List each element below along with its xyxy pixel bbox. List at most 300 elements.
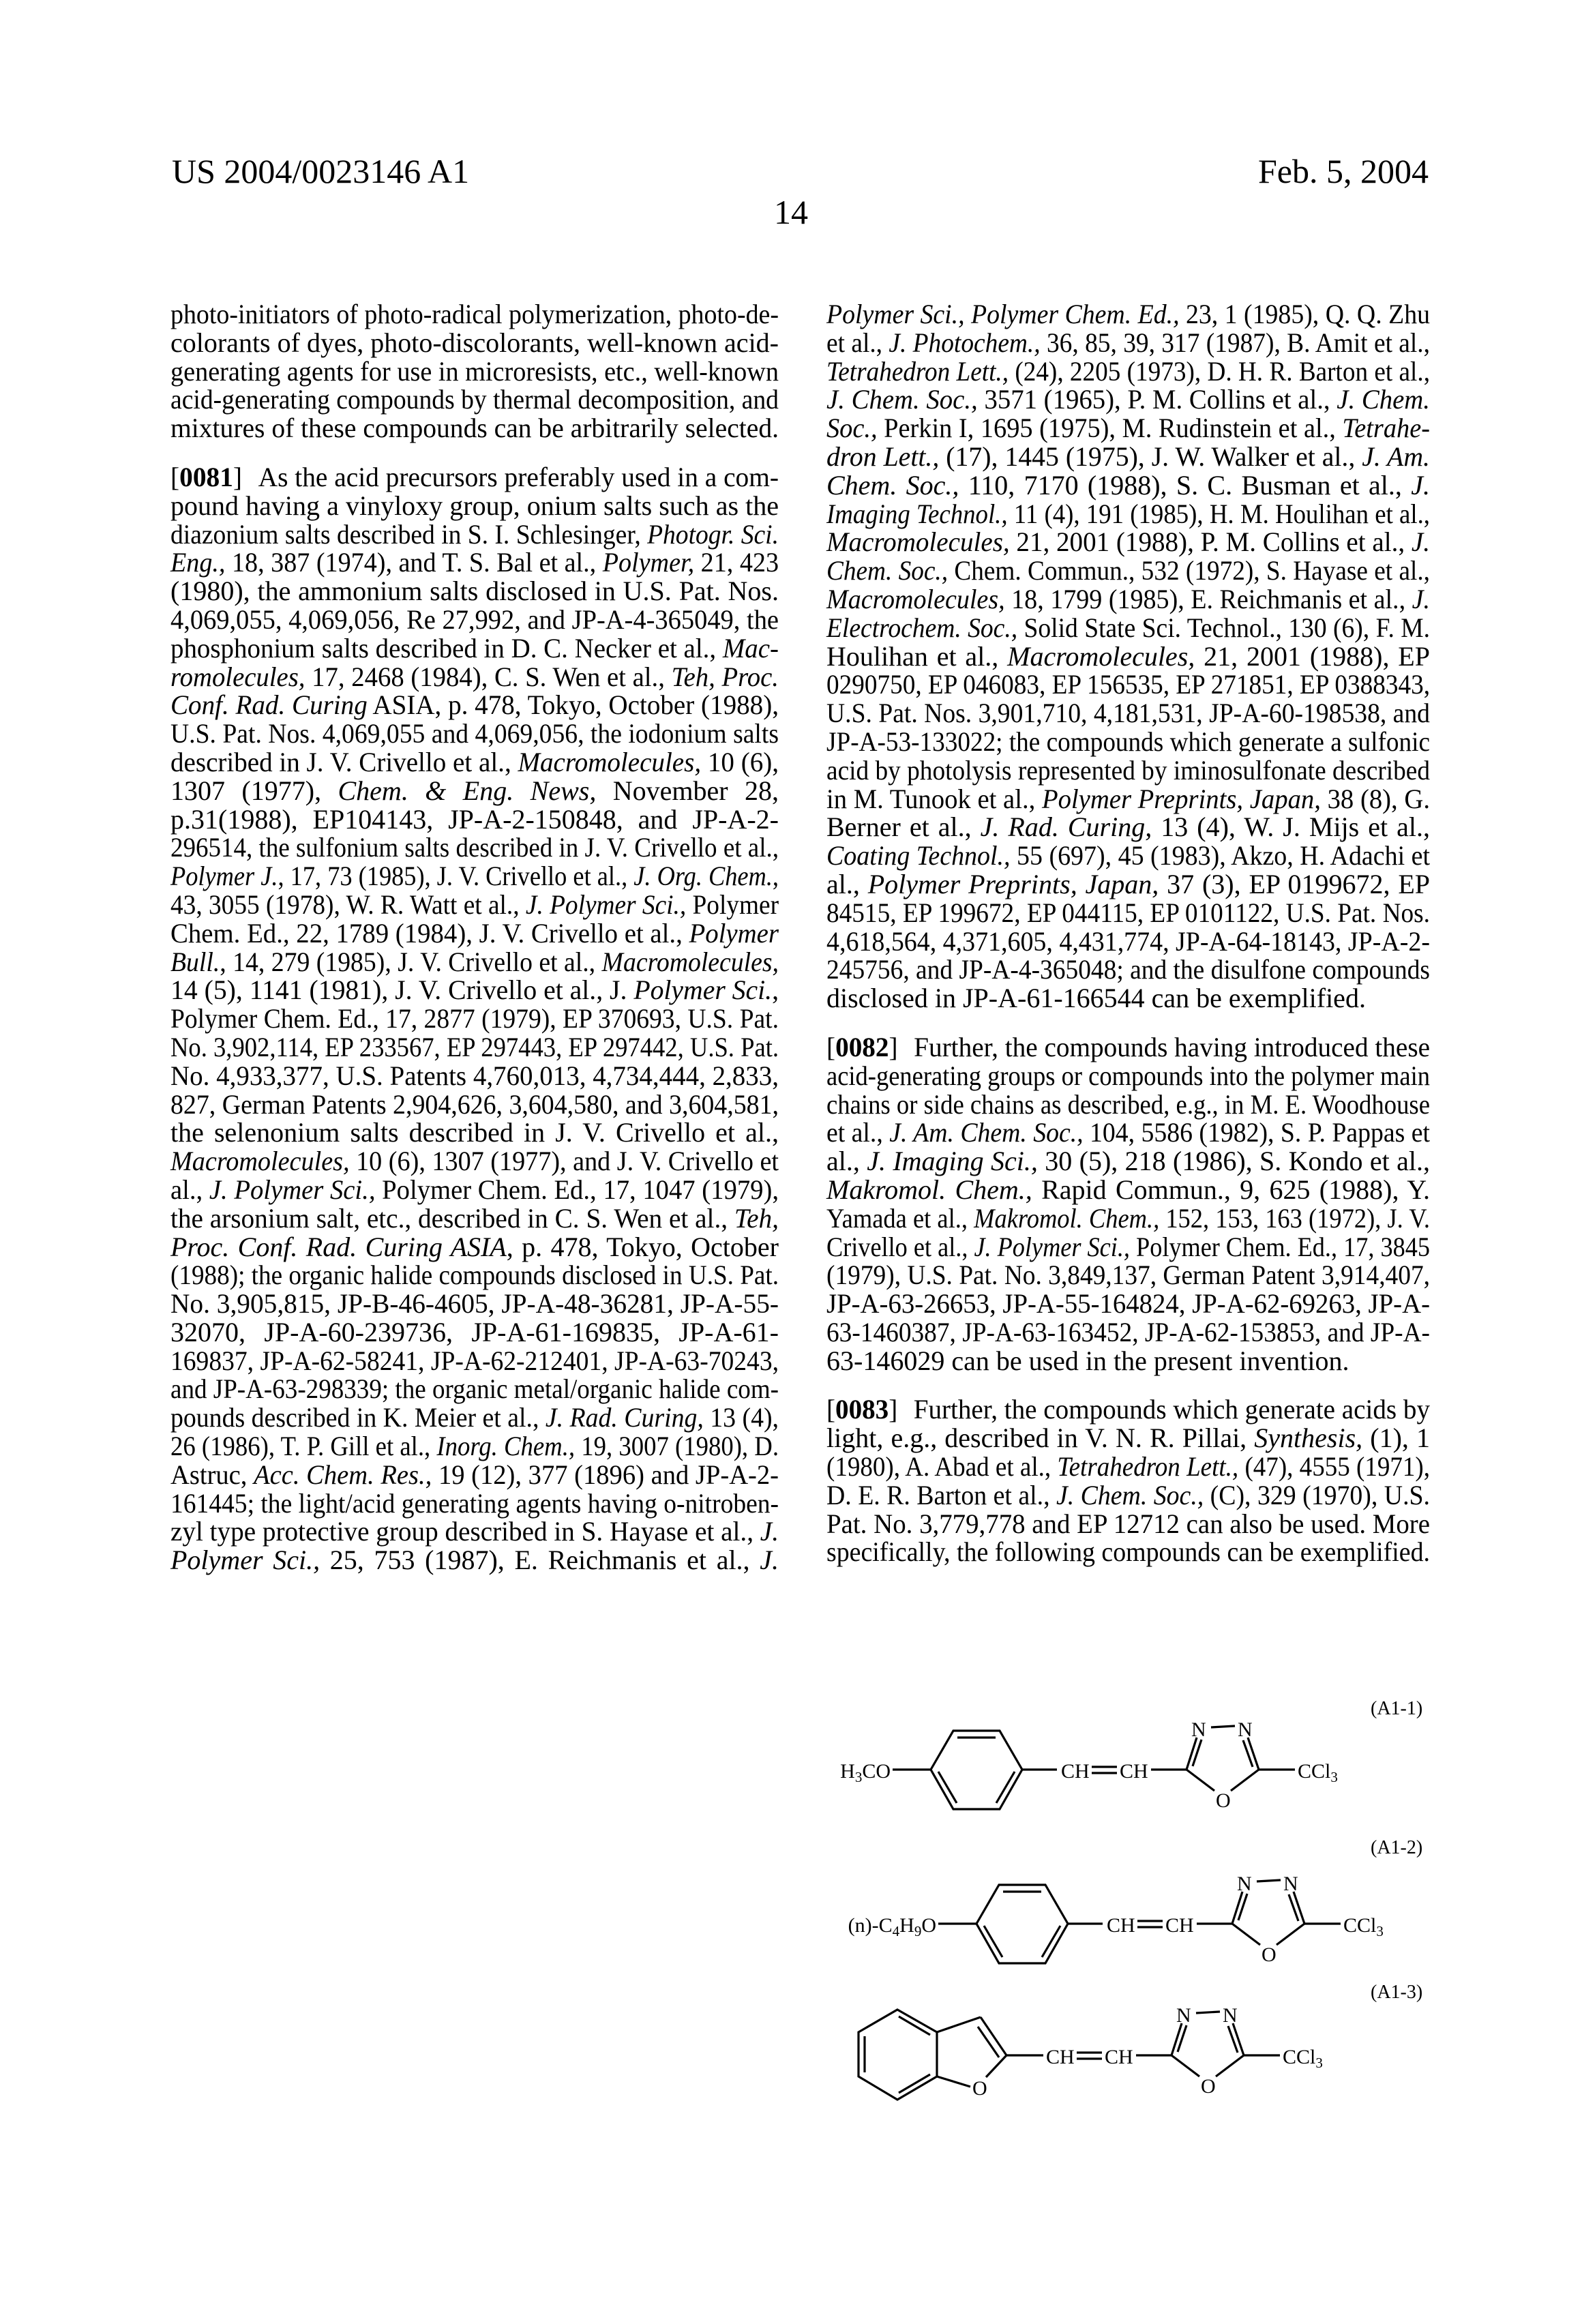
citation-italic: Polymer Preprints, Japan, bbox=[868, 869, 1159, 899]
text-run: et al., bbox=[826, 327, 889, 358]
citation-italic: Polymer Sci., Polymer Chem. Ed., bbox=[826, 299, 1180, 329]
citation-italic: Coating Technol., bbox=[826, 840, 1011, 871]
vinyl-ch: CH bbox=[1105, 2046, 1133, 2068]
text-run: Polymer Chem. Ed., 17, 3845 bbox=[1130, 1232, 1430, 1262]
nitrogen-atom: N bbox=[1238, 1718, 1253, 1741]
text-line bbox=[826, 813, 1430, 841]
text-line bbox=[170, 691, 779, 719]
text-line bbox=[826, 1204, 1430, 1233]
text-run: No. 3,905,815, JP-B-46-4605, JP-A-48-36281, JP-A-55- bbox=[170, 1288, 779, 1319]
text-run: , bbox=[772, 974, 779, 1005]
formula-text: H bbox=[840, 1760, 855, 1783]
text-run: Polymer Chem. Ed., 17, 2877 (1979), EP 370693, U.S. Pat. bbox=[170, 1003, 779, 1034]
formula-subscript: 9 bbox=[914, 1923, 922, 1939]
text-line bbox=[170, 357, 779, 386]
text-run: 25, 753 (1987), E. Reichmanis et al., bbox=[320, 1545, 760, 1575]
formula-text: O bbox=[921, 1914, 936, 1937]
text-run: Houlihan et al., bbox=[826, 641, 1007, 672]
text-line bbox=[170, 492, 779, 520]
text-line bbox=[826, 1233, 1430, 1262]
text-line bbox=[826, 329, 1430, 357]
paragraph-number: [ 0083 ] bbox=[826, 1394, 897, 1425]
citation-italic: Macromolecules, bbox=[518, 747, 701, 777]
text-run: the arsonium salt, etc., described in C. S. Wen et al., bbox=[170, 1203, 734, 1234]
styryl-oxadiazole-core bbox=[938, 1873, 1384, 1966]
text-line bbox=[826, 385, 1430, 414]
oxygen-atom: O bbox=[1262, 1943, 1277, 1966]
text-line bbox=[826, 357, 1430, 386]
citation-italic: J. Imaging Sci., bbox=[867, 1146, 1038, 1176]
text-run: photo-initiators of photo-radical polymerization, photo-de- bbox=[170, 299, 779, 329]
text-run: al., bbox=[170, 1174, 209, 1205]
citation-italic: J. Chem. Soc., bbox=[1056, 1480, 1204, 1510]
text-run: Berner et al., bbox=[826, 811, 981, 842]
text-line bbox=[170, 1347, 779, 1375]
vinyl-ch: CH bbox=[1120, 1760, 1148, 1783]
formula-subscript: 3 bbox=[1330, 1769, 1338, 1785]
text-run: , p. 478, Tokyo, October bbox=[507, 1232, 779, 1262]
text-run: acid-generating groups or compounds into the polymer main bbox=[826, 1060, 1430, 1091]
text-run: 63-1460387, JP-A-63-163452, JP-A-62-153853, and JP-A- bbox=[826, 1317, 1430, 1347]
vinyl-ch: CH bbox=[1061, 1760, 1090, 1783]
text-run: Yamada et al., bbox=[826, 1203, 974, 1234]
text-run: 32070, JP-A-60-239736, JP-A-61-169835, JP-A-61- bbox=[170, 1317, 779, 1347]
citation-italic: J. bbox=[760, 1516, 779, 1547]
text-line bbox=[170, 777, 779, 805]
formula-subscript: 4 bbox=[893, 1923, 900, 1939]
text-line bbox=[170, 862, 779, 891]
text-line bbox=[170, 833, 779, 862]
citation-italic: Chem. & Eng. News, bbox=[338, 775, 597, 806]
citation-italic: Tetrahedron Lett., bbox=[826, 356, 1009, 387]
citation-italic: J. Photochem., bbox=[889, 327, 1040, 358]
text-line bbox=[170, 1062, 779, 1090]
text-run: chains or side chains as described, e.g., in M. E. Woodhouse bbox=[826, 1089, 1430, 1120]
citation-italic: Soc., bbox=[826, 413, 878, 443]
trichloromethyl-group bbox=[1298, 1760, 1338, 1785]
text-run: 169837, JP-A-62-58241, JP-A-62-212401, JP-A-63-70243, bbox=[170, 1345, 779, 1376]
text-line bbox=[826, 1118, 1430, 1147]
citation-italic: J. Chem. bbox=[1337, 384, 1430, 415]
citation-italic: J. Am. bbox=[1362, 441, 1430, 472]
text-line bbox=[826, 585, 1430, 614]
text-run: 17, 2468 (1984), C. S. Wen et al., bbox=[305, 661, 671, 692]
text-run: JP-A-63-26653, JP-A-55-164824, JP-A-62-69263, JP-A- bbox=[826, 1288, 1430, 1319]
citation-italic: Macromolecules, bbox=[170, 1146, 350, 1176]
text-run: the selenonium salts described in J. V. Crivello et al., bbox=[170, 1117, 779, 1148]
text-line bbox=[826, 471, 1430, 500]
citation-italic: Bull. bbox=[170, 947, 220, 977]
text-run: 4,069,055, 4,069,056, Re 27,992, and JP-A-4-365049, the bbox=[170, 604, 779, 635]
text-run: 19 (12), 377 (1896) and JP-A-2- bbox=[432, 1459, 779, 1490]
text-run: specifically, the following compounds can be exemplified. bbox=[826, 1536, 1430, 1567]
text-run: (1988); the organic halide compounds disclosed in U.S. Pat. bbox=[170, 1260, 779, 1290]
text-run: al., bbox=[826, 869, 868, 899]
text-run: , bbox=[773, 861, 779, 891]
text-line bbox=[826, 955, 1430, 984]
substituent-formula bbox=[848, 1914, 936, 1939]
text-run: 10 (6), 1307 (1977), and J. V. Crivello et bbox=[350, 1146, 779, 1176]
text-run: 4,618,564, 4,371,605, 4,431,774, JP-A-64-18143, JP-A-2- bbox=[826, 926, 1430, 957]
citation-italic: J. Rad. Curing, bbox=[981, 811, 1152, 842]
citation-italic: Eng., bbox=[170, 547, 225, 578]
citation-italic: Makromol. Chem., bbox=[974, 1203, 1159, 1234]
text-run: Pat. No. 3,779,778 and EP 12712 can also be used. More bbox=[826, 1508, 1430, 1539]
text-line bbox=[170, 1517, 779, 1546]
text-run: in M. Tunook et al., bbox=[826, 784, 1042, 814]
citation-italic: Macromolecules, bbox=[826, 584, 1005, 614]
text-run: acid-generating compounds by thermal decomposition, and bbox=[170, 384, 779, 415]
nitrogen-atom: N bbox=[1191, 1718, 1206, 1741]
citation-italic: Tetrahedron Lett., bbox=[1057, 1451, 1238, 1482]
text-line bbox=[826, 443, 1430, 471]
text-run: Perkin I, 1695 (1975), M. Rudinstein et al., bbox=[878, 413, 1343, 443]
text-line bbox=[826, 1538, 1430, 1566]
text-line bbox=[170, 520, 779, 549]
text-run: 827, German Patents 2,904,626, 3,604,580, and 3,604,581, bbox=[170, 1089, 779, 1120]
text-line bbox=[170, 1432, 779, 1461]
citation-italic: dron Lett., bbox=[826, 441, 939, 472]
text-line bbox=[170, 919, 779, 948]
citation-italic: Teh, Proc. bbox=[672, 661, 779, 692]
text-run: zyl type protective group described in S. Hayase et al., bbox=[170, 1516, 760, 1547]
text-line bbox=[170, 1176, 779, 1204]
text-line bbox=[170, 1147, 779, 1176]
text-run: Astruc, bbox=[170, 1459, 254, 1490]
citation-italic: Chem. Soc., bbox=[826, 555, 948, 586]
text-run: 18, 1799 (1985), E. Reichmanis et al., bbox=[1005, 584, 1412, 614]
citation-italic: J. Chem. Soc., bbox=[826, 384, 978, 415]
text-run: Solid State Sci. Technol., 130 (6), F. M. bbox=[1017, 612, 1430, 643]
citation-italic: J. Am. Chem. Soc., bbox=[889, 1117, 1083, 1148]
text-run: 37 (3), EP 0199672, EP bbox=[1159, 869, 1430, 899]
citation-italic: J. bbox=[1411, 470, 1430, 501]
text-line bbox=[170, 1090, 779, 1119]
oxygen-atom: O bbox=[1216, 1789, 1231, 1812]
text-line bbox=[170, 1261, 779, 1290]
text-line bbox=[170, 1403, 779, 1432]
structure-label: (A1-3) bbox=[1371, 1982, 1422, 2003]
vinyl-ch: CH bbox=[1165, 1914, 1194, 1937]
structure-a1-2 bbox=[848, 1837, 1423, 1966]
text-run: 0290750, EP 046083, EP 156535, EP 271851, EP 0388343, bbox=[826, 669, 1430, 700]
structure-a1-1 bbox=[840, 1698, 1422, 1812]
nitrogen-atom: N bbox=[1283, 1873, 1298, 1895]
text-line bbox=[170, 1233, 779, 1262]
text-run: No. 4,933,377, U.S. Patents 4,760,013, 4,734,444, 2,833, bbox=[170, 1060, 779, 1091]
text-line bbox=[170, 385, 779, 414]
citation-italic: J. bbox=[1412, 584, 1430, 614]
text-run: 296514, the sulfonium salts described in J. V. Crivello et al., bbox=[170, 832, 779, 863]
text-line bbox=[170, 1118, 779, 1147]
text-run: diazonium salts described in S. I. Schlesinger, bbox=[170, 519, 647, 550]
text-run: 10 (6), bbox=[701, 747, 779, 777]
text-line bbox=[826, 642, 1430, 671]
text-line bbox=[826, 927, 1430, 956]
text-line bbox=[826, 528, 1430, 556]
text-run: 43, 3055 (1978), W. R. Watt et al., bbox=[170, 889, 526, 920]
text-line bbox=[826, 1090, 1430, 1119]
text-run: mixtures of these compounds can be arbitrarily selected. bbox=[170, 413, 779, 443]
text-line bbox=[826, 1452, 1430, 1481]
text-run: and JP-A-63-298339; the organic metal/organic halide com- bbox=[170, 1373, 779, 1404]
text-line bbox=[170, 805, 779, 834]
text-run: light, e.g., described in V. N. R. Pillai, bbox=[826, 1422, 1254, 1453]
citation-italic: J. bbox=[760, 1545, 779, 1575]
styryl-oxadiazole-core bbox=[1046, 2004, 1323, 2098]
text-run: As the acid precursors preferably used in a com- bbox=[258, 462, 779, 492]
citation-italic: Photogr. Sci. bbox=[647, 519, 779, 550]
citation-italic: Conf. Rad. Curing bbox=[170, 689, 368, 720]
text-run: Polymer bbox=[686, 889, 779, 920]
text-run: (1979), U.S. Pat. No. 3,849,137, German Patent 3,914,407, bbox=[826, 1260, 1430, 1290]
formula-subscript: 3 bbox=[855, 1769, 863, 1785]
text-run: (47), 4555 (1971), bbox=[1238, 1451, 1430, 1482]
text-run: (24), 2205 (1973), D. H. R. Barton et al., bbox=[1009, 356, 1430, 387]
text-line bbox=[826, 1290, 1430, 1318]
citation-italic: J. Rad. Curing, bbox=[546, 1402, 704, 1433]
text-run: 23, 1 (1985), Q. Q. Zhu bbox=[1180, 299, 1430, 329]
formula-text: (n)-C bbox=[848, 1914, 893, 1937]
paragraph bbox=[826, 300, 1430, 1013]
text-line bbox=[170, 1546, 779, 1575]
paragraph bbox=[826, 1395, 1430, 1566]
formula-text: CCl bbox=[1343, 1914, 1376, 1937]
citation-italic: Polymer Preprints, Japan, bbox=[1042, 784, 1321, 814]
text-line bbox=[170, 329, 779, 357]
text-run: 21, 2001 (1988), EP bbox=[1195, 641, 1430, 672]
text-run: Polymer Chem. Ed., 17, 1047 (1979), bbox=[376, 1174, 779, 1205]
structure-a1-3 bbox=[859, 1982, 1422, 2100]
citation-italic: Teh, bbox=[734, 1203, 779, 1234]
citation-italic: Macromolecules, bbox=[602, 947, 779, 977]
text-line bbox=[826, 1481, 1430, 1510]
text-line bbox=[826, 1176, 1430, 1204]
text-run: 38 (8), G. bbox=[1321, 784, 1430, 814]
text-line bbox=[826, 984, 1430, 1013]
text-line bbox=[170, 976, 779, 1004]
text-run: al., bbox=[826, 1146, 867, 1176]
text-line bbox=[170, 891, 779, 919]
paragraph-number: [ 0082 ] bbox=[826, 1032, 898, 1062]
citation-italic: Macromolecules, bbox=[826, 526, 1010, 557]
benzofuran-ring bbox=[859, 2010, 1043, 2100]
text-line bbox=[170, 663, 779, 691]
text-run: 104, 5586 (1982), S. P. Pappas et bbox=[1084, 1117, 1430, 1148]
text-column-left bbox=[170, 300, 779, 1595]
text-line bbox=[170, 1318, 779, 1347]
text-line bbox=[170, 1033, 779, 1062]
text-line bbox=[170, 1375, 779, 1403]
text-column-right bbox=[826, 300, 1430, 1587]
text-run: 110, 7170 (1988), S. C. Busman et al., bbox=[959, 470, 1411, 501]
text-run: Chem. Commun., 532 (1972), S. Hayase et al., bbox=[948, 555, 1430, 586]
text-run: , 17, 73 (1985), J. V. Crivello et al., bbox=[278, 861, 633, 891]
citation-italic: Macromolecules, bbox=[1007, 641, 1195, 672]
citation-italic: J. Org. Chem. bbox=[633, 861, 773, 891]
citation-italic: Polymer bbox=[689, 918, 779, 949]
text-run: , 14, 279 (1985), J. V. Crivello et al., bbox=[220, 947, 601, 977]
text-run: p.31(1988), EP104143, JP-A-2-150848, and JP-A-2- bbox=[170, 804, 779, 835]
text-run: 55 (697), 45 (1983), Akzo, H. Adachi et bbox=[1011, 840, 1430, 871]
text-line bbox=[826, 556, 1430, 585]
text-run: ASIA, p. 478, Tokyo, October (1988), bbox=[368, 689, 779, 720]
nitrogen-atom: N bbox=[1237, 1873, 1252, 1895]
text-run: 84515, EP 199672, EP 044115, EP 0101122, U.S. Pat. Nos. bbox=[826, 897, 1430, 928]
text-run: Rapid Commun., 9, 625 (1988), Y. bbox=[1032, 1174, 1430, 1205]
text-run: Further, the compounds which generate acids by bbox=[914, 1394, 1430, 1425]
text-line bbox=[170, 634, 779, 663]
text-run: disclosed in JP-A-61-166544 can be exemplified. bbox=[826, 983, 1366, 1013]
formula-subscript: 3 bbox=[1315, 2055, 1323, 2071]
text-run: 21, 423 bbox=[694, 547, 779, 578]
text-run: 11 (4), 191 (1985), H. M. Houlihan et al., bbox=[1008, 498, 1430, 529]
text-line bbox=[170, 719, 779, 748]
structure-label: (A1-1) bbox=[1371, 1698, 1422, 1719]
text-run: 3571 (1965), P. M. Collins et al., bbox=[978, 384, 1337, 415]
citation-italic: J. Polymer Sci., bbox=[209, 1174, 376, 1205]
text-line bbox=[826, 785, 1430, 814]
formula-text: CCl bbox=[1283, 2046, 1315, 2068]
text-run: 36, 85, 39, 317 (1987), B. Amit et al., bbox=[1041, 327, 1430, 358]
text-line bbox=[826, 1424, 1430, 1452]
text-run: 21, 2001 (1988), P. M. Collins et al., bbox=[1010, 526, 1412, 557]
page-number: 14 bbox=[0, 195, 1582, 229]
text-run: generating agents for use in microresists, etc., well-known bbox=[170, 356, 779, 387]
publication-number: US 2004/0023146 A1 bbox=[172, 154, 469, 188]
text-run: phosphonium salts described in D. C. Necker et al., bbox=[170, 633, 723, 664]
text-run: (1980), the ammonium salts disclosed in U.S. Pat. Nos. bbox=[170, 576, 779, 606]
text-line bbox=[826, 756, 1430, 785]
text-line bbox=[170, 606, 779, 634]
text-run: (1980), A. Abad et al., bbox=[826, 1451, 1057, 1482]
text-line bbox=[826, 1062, 1430, 1090]
text-line bbox=[826, 670, 1430, 699]
formula-text: H bbox=[899, 1914, 914, 1937]
text-line bbox=[826, 728, 1430, 756]
text-line bbox=[170, 414, 779, 443]
citation-italic: Inorg. Chem., bbox=[436, 1431, 575, 1461]
citation-italic: Polymer, bbox=[603, 547, 694, 578]
formula-subscript: 3 bbox=[1376, 1923, 1384, 1939]
text-line bbox=[826, 500, 1430, 528]
text-run: 161445; the light/acid generating agents having o-nitroben- bbox=[170, 1488, 779, 1519]
text-line bbox=[170, 300, 779, 329]
text-run: 14 (5), 1141 (1981), J. V. Crivello et al., J. bbox=[170, 974, 633, 1005]
text-line bbox=[826, 1261, 1430, 1290]
vinyl-ch: CH bbox=[1107, 1914, 1135, 1937]
text-line bbox=[826, 1318, 1430, 1347]
paragraph-number: [ 0081 ] bbox=[170, 462, 242, 492]
vinyl-ch: CH bbox=[1046, 2046, 1075, 2068]
citation-italic: Chem. Soc., bbox=[826, 470, 959, 501]
trichloromethyl-group bbox=[1343, 1914, 1384, 1939]
text-run: 1307 (1977), bbox=[170, 775, 338, 806]
citation-italic: Electrochem. Soc., bbox=[826, 612, 1017, 643]
text-line bbox=[170, 1204, 779, 1233]
text-run: 18, 387 (1974), and T. S. Bal et al., bbox=[225, 547, 602, 578]
text-line bbox=[170, 577, 779, 606]
nitrogen-atom: N bbox=[1223, 2004, 1238, 2027]
citation-italic: Mac- bbox=[723, 633, 779, 664]
text-line bbox=[826, 414, 1430, 443]
text-run: 63-146029 can be used in the present invention. bbox=[826, 1345, 1349, 1376]
text-line bbox=[826, 699, 1430, 728]
text-run: November 28, bbox=[596, 775, 779, 806]
citation-italic: Synthesis, bbox=[1254, 1422, 1362, 1453]
citation-italic: Tetrahe- bbox=[1342, 413, 1430, 443]
paragraph bbox=[170, 463, 779, 1575]
text-run: U.S. Pat. Nos. 4,069,055 and 4,069,056, the iodonium salts bbox=[170, 718, 779, 749]
text-run: 26 (1986), T. P. Gill et al., bbox=[170, 1431, 436, 1461]
text-run: colorants of dyes, photo-discolorants, well-known acid- bbox=[170, 327, 779, 358]
text-line bbox=[826, 899, 1430, 927]
trichloromethyl-group bbox=[1283, 2046, 1323, 2071]
text-line bbox=[826, 1395, 1430, 1424]
formula-text: CCl bbox=[1298, 1760, 1330, 1783]
text-line bbox=[826, 1347, 1430, 1375]
nitrogen-atom: N bbox=[1176, 2004, 1191, 2027]
text-line bbox=[170, 948, 779, 977]
text-line bbox=[826, 841, 1430, 870]
text-line bbox=[170, 1461, 779, 1489]
text-run: 13 (4), bbox=[704, 1402, 779, 1433]
substituent-formula bbox=[840, 1760, 891, 1785]
text-line bbox=[826, 614, 1430, 642]
text-line bbox=[170, 1290, 779, 1318]
text-run: 152, 153, 163 (1972), J. V. bbox=[1159, 1203, 1430, 1234]
text-line bbox=[826, 1147, 1430, 1176]
paragraph bbox=[826, 1033, 1430, 1375]
citation-italic: J. Polymer Sci., bbox=[974, 1232, 1130, 1262]
text-run: U.S. Pat. Nos. 3,901,710, 4,181,531, JP-A-60-198538, and bbox=[826, 698, 1430, 728]
text-line bbox=[826, 1510, 1430, 1538]
text-run: et al., bbox=[826, 1117, 889, 1148]
text-run: 13 (4), W. J. Mijs et al., bbox=[1152, 811, 1430, 842]
text-line bbox=[826, 1033, 1430, 1062]
text-run: Crivello et al., bbox=[826, 1232, 974, 1262]
citation-italic: romolecules, bbox=[170, 661, 305, 692]
citation-italic: Polymer J. bbox=[170, 861, 278, 891]
text-line bbox=[170, 548, 779, 577]
text-line bbox=[170, 1489, 779, 1518]
text-line bbox=[170, 463, 779, 492]
oxygen-atom: O bbox=[1201, 2075, 1216, 2098]
text-run: No. 3,902,114, EP 233567, EP 297443, EP 297442, U.S. Pat. bbox=[170, 1032, 779, 1062]
text-line bbox=[170, 748, 779, 777]
citation-italic: Polymer Sci., bbox=[170, 1545, 320, 1575]
citation-italic: Acc. Chem. Res., bbox=[254, 1459, 432, 1490]
text-run: 19, 3007 (1980), D. bbox=[575, 1431, 779, 1461]
text-run: acid by photolysis represented by iminosulfonate described bbox=[826, 755, 1430, 786]
text-run: (17), 1445 (1975), J. W. Walker et al., bbox=[939, 441, 1362, 472]
text-run: 30 (5), 218 (1986), S. Kondo et al., bbox=[1038, 1146, 1430, 1176]
text-line bbox=[826, 870, 1430, 899]
text-run: (C), 329 (1970), U.S. bbox=[1204, 1480, 1430, 1510]
furan-oxygen-atom: O bbox=[972, 2077, 987, 2100]
text-line bbox=[170, 1004, 779, 1033]
publication-date: Feb. 5, 2004 bbox=[1258, 154, 1429, 188]
citation-italic: Polymer Sci. bbox=[633, 974, 772, 1005]
chemical-structures-figure bbox=[805, 1637, 1432, 2114]
citation-italic: J. Polymer Sci., bbox=[526, 889, 686, 920]
text-run: Further, the compounds having introduced these bbox=[914, 1032, 1430, 1062]
text-run: Chem. Ed., 22, 1789 (1984), J. V. Crivello et al., bbox=[170, 918, 689, 949]
citation-italic: Imaging Technol., bbox=[826, 498, 1008, 529]
citation-italic: Makromol. Chem., bbox=[826, 1174, 1032, 1205]
structure-label: (A1-2) bbox=[1371, 1837, 1422, 1858]
text-run: pound having a vinyloxy group, onium salts such as the bbox=[170, 490, 779, 521]
